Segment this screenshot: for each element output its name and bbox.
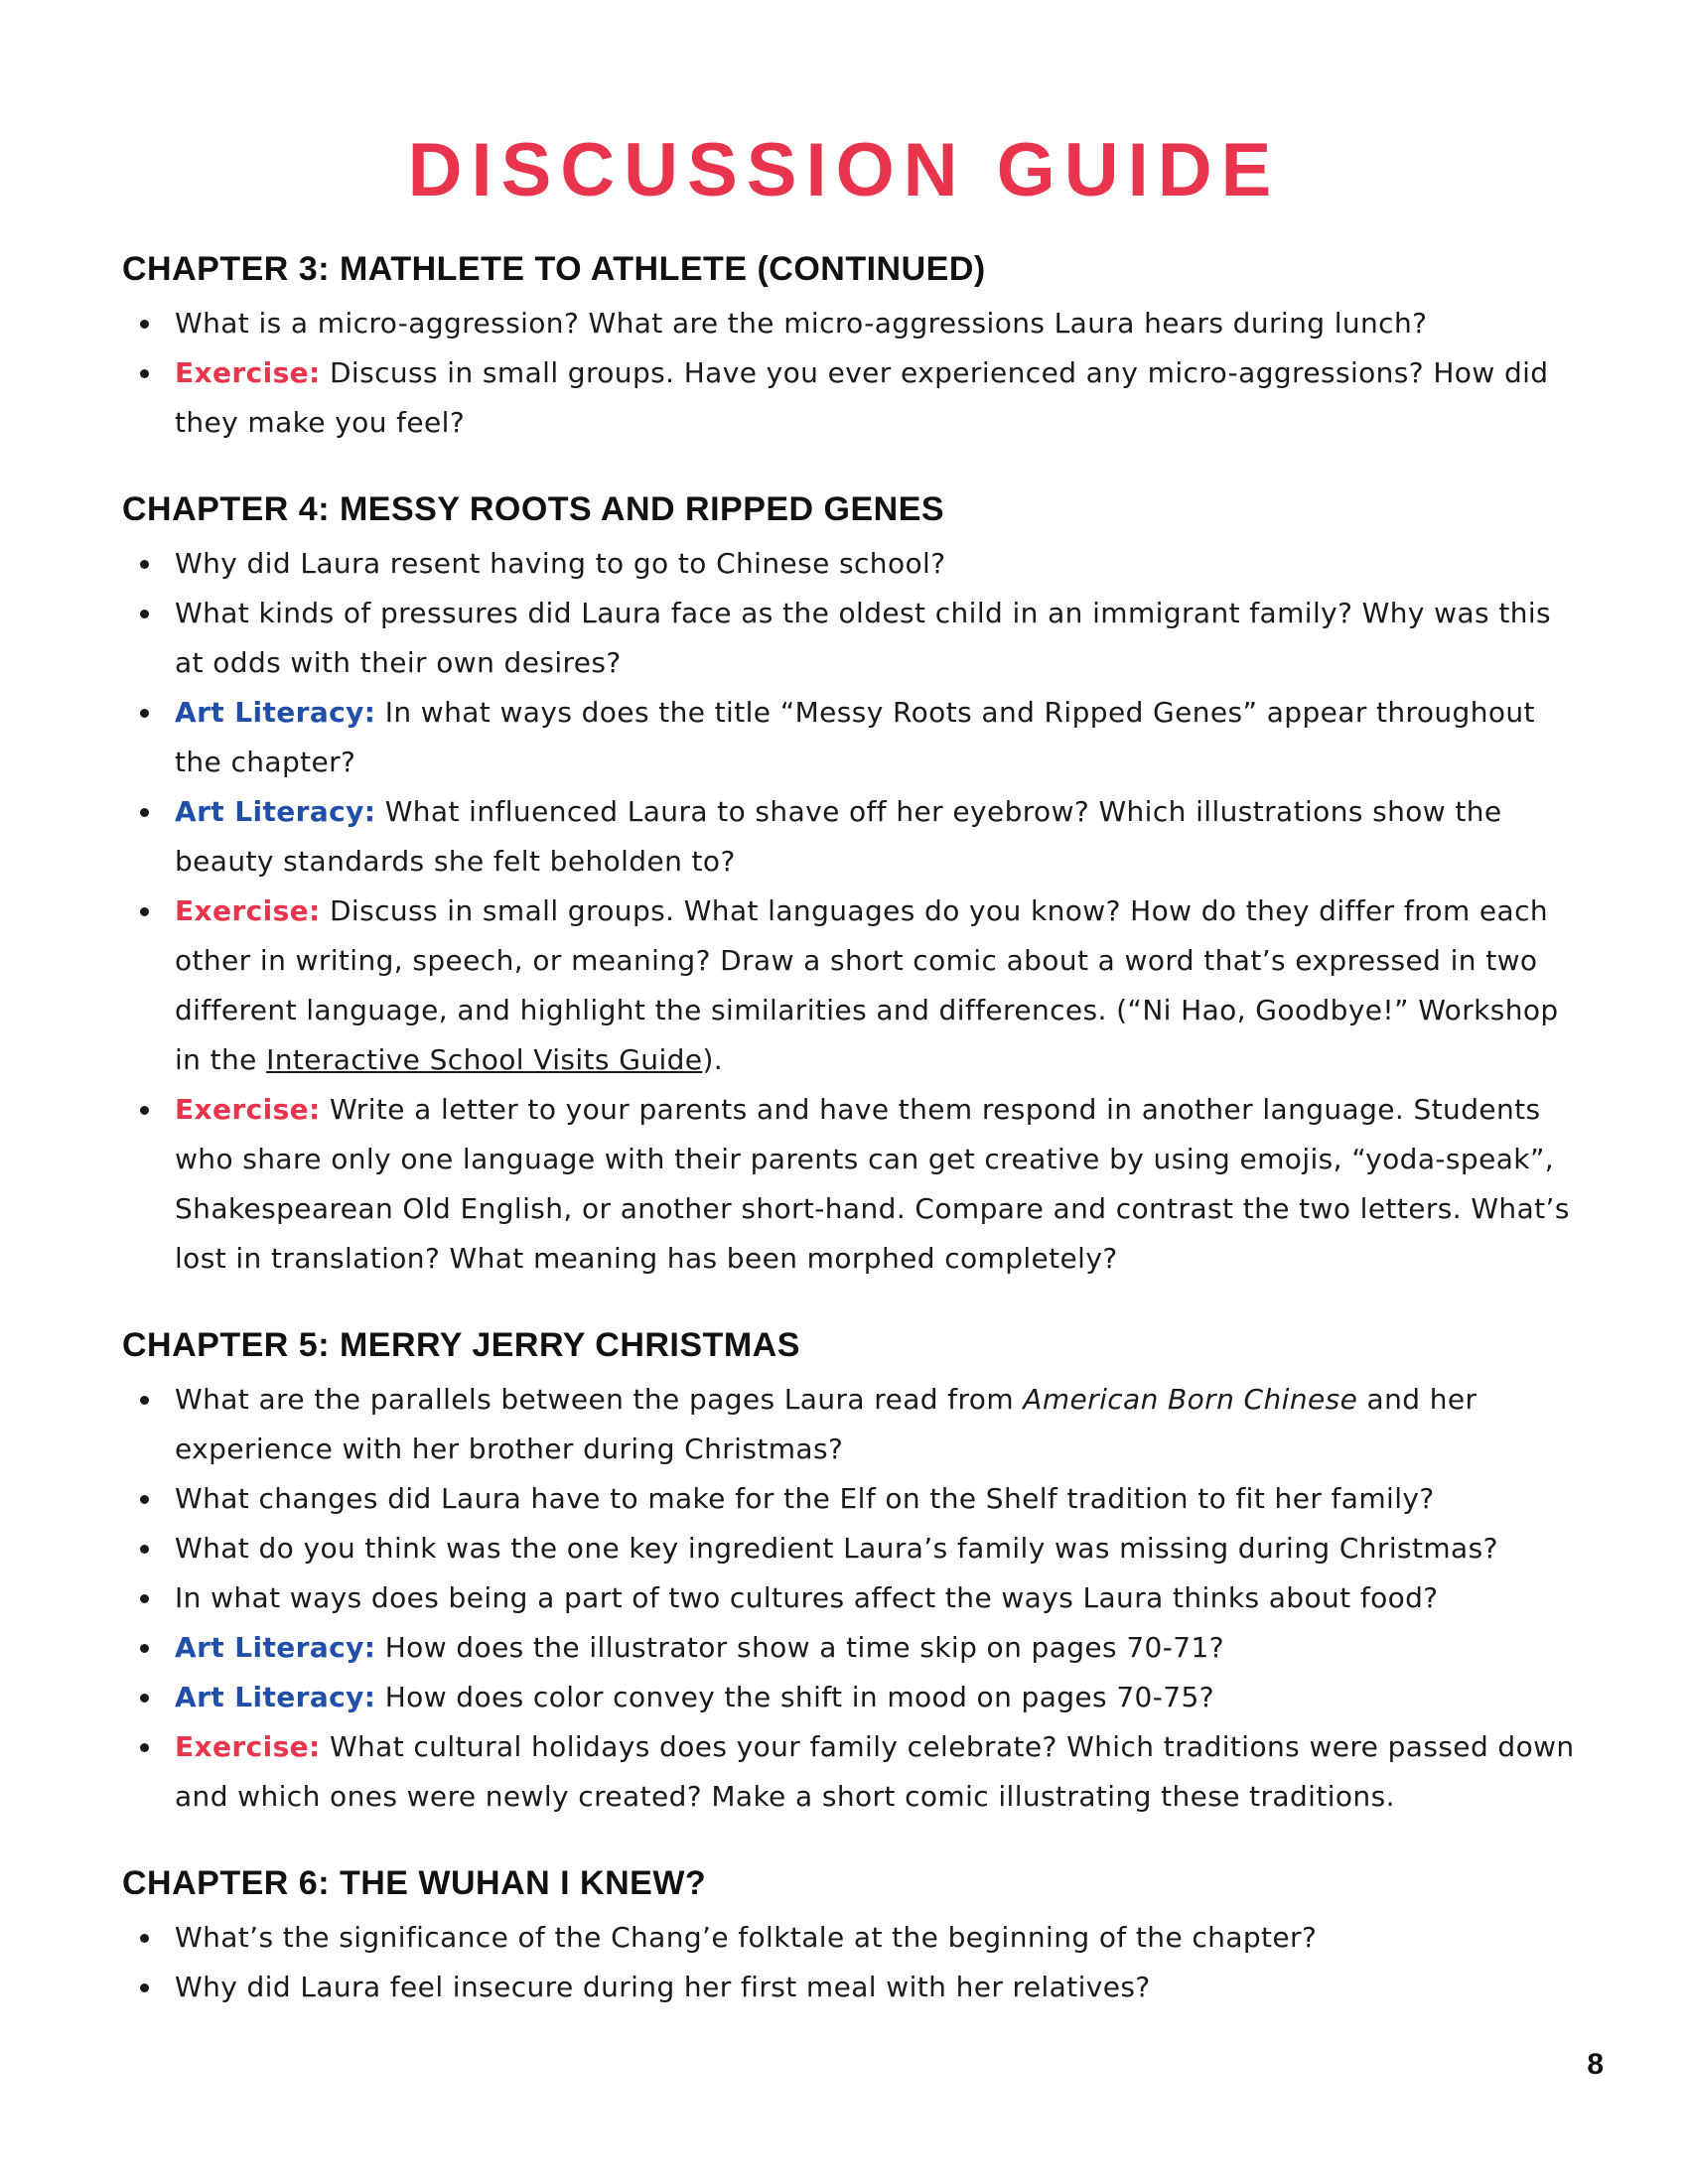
list-item [122, 887, 1582, 1085]
chapter-5-section [122, 1321, 1582, 1822]
chapter-3-section [122, 245, 1582, 448]
item-text: Write a letter to your parents and have them respond in another language. Students who share only one language with their parents can get creative by using emojis, “yoda-speak”, Shakespearean Old English, or another short-hand. Compare and contrast the two letters. What’s lost in translation? What meaning has been morphed completely? [175, 1093, 1570, 1275]
item-text: ). [702, 1043, 724, 1076]
question-list [122, 1913, 1582, 2012]
list-item [122, 1623, 1582, 1673]
item-text: What do you think was the one key ingredient Laura’s family was missing during Christmas? [175, 1532, 1498, 1565]
item-text: How does color convey the shift in mood on pages 70-75? [384, 1681, 1214, 1713]
item-text: What’s the significance of the Chang’e folktale at the beginning of the chapter? [175, 1921, 1318, 1954]
list-item [122, 1722, 1582, 1822]
art-literacy-label: Art Literacy: [175, 795, 376, 828]
chapter-heading: CHAPTER 4: MESSY ROOTS AND RIPPED GENES [122, 490, 945, 528]
school-visits-guide-link[interactable]: Interactive School Visits Guide [266, 1043, 703, 1076]
chapter-heading: CHAPTER 6: THE WUHAN I KNEW? [122, 1864, 707, 1902]
exercise-label: Exercise: [175, 1093, 321, 1126]
item-text: What is a micro-aggression? What are the micro-aggressions Laura hears during lunch? [175, 307, 1428, 340]
list-item [122, 1673, 1582, 1722]
item-text: What cultural holidays does your family celebrate? Which traditions were passed down and which ones were newly created? Make a short comic illustrating these traditions. [175, 1730, 1575, 1813]
item-text: Why did Laura resent having to go to Chinese school? [175, 547, 946, 580]
list-item [122, 299, 1582, 348]
item-text: How does the illustrator show a time skip on pages 70-71? [384, 1631, 1224, 1664]
list-item [122, 1913, 1582, 1963]
exercise-label: Exercise: [175, 1730, 321, 1763]
list-item [122, 1474, 1582, 1524]
list-item [122, 1085, 1582, 1284]
item-text: Why did Laura feel insecure during her first meal with her relatives? [175, 1971, 1151, 2003]
question-list [122, 1375, 1582, 1822]
chapter-heading: CHAPTER 5: MERRY JERRY CHRISTMAS [122, 1326, 800, 1364]
item-text: Discuss in small groups. What languages do you know? How do they differ from each other in writing, speech, or meaning? Draw a short comic about a word that’s expressed in two different language, and highlight the similarities and differences. (“Ni Hao, Goodbye!” Workshop in the [175, 894, 1559, 1076]
book-title: American Born Chinese [1023, 1383, 1358, 1416]
exercise-label: Exercise: [175, 356, 321, 389]
list-item [122, 1375, 1582, 1474]
list-item [122, 589, 1582, 688]
discussion-content [122, 245, 1582, 2050]
list-item [122, 348, 1582, 448]
chapter-6-section [122, 1859, 1582, 2012]
item-text: What influenced Laura to shave off her eyebrow? Which illustrations show the beauty standards she felt beholden to? [175, 795, 1502, 878]
list-item [122, 1963, 1582, 2012]
list-item [122, 787, 1582, 887]
item-text: In what ways does being a part of two cultures affect the ways Laura thinks about food? [175, 1581, 1439, 1614]
art-literacy-label: Art Literacy: [175, 696, 376, 729]
list-item [122, 688, 1582, 787]
item-text: What changes did Laura have to make for the Elf on the Shelf tradition to fit her family? [175, 1482, 1435, 1515]
question-list [122, 539, 1582, 1284]
item-text: What kinds of pressures did Laura face as the oldest child in an immigrant family? Why was this at odds with their own desires? [175, 597, 1552, 679]
list-item [122, 1524, 1582, 1573]
item-text: In what ways does the title “Messy Roots and Ripped Genes” appear throughout the chapter? [175, 696, 1535, 778]
list-item [122, 1573, 1582, 1623]
item-text: What are the parallels between the pages Laura read from [175, 1383, 1024, 1416]
art-literacy-label: Art Literacy: [175, 1681, 376, 1713]
exercise-label: Exercise: [175, 894, 321, 927]
art-literacy-label: Art Literacy: [175, 1631, 376, 1664]
chapter-heading: CHAPTER 3: MATHLETE TO ATHLETE (CONTINUED) [122, 250, 986, 288]
list-item [122, 539, 1582, 589]
chapter-4-section [122, 485, 1582, 1284]
page-title: DISCUSSION GUIDE [407, 128, 1281, 212]
item-text: Discuss in small groups. Have you ever experienced any micro-aggressions? How did they make you feel? [175, 356, 1549, 439]
question-list [122, 299, 1582, 448]
item-text: and her experience with her brother during Christmas? [175, 1383, 1477, 1465]
page-number: 8 [1587, 2048, 1604, 2081]
